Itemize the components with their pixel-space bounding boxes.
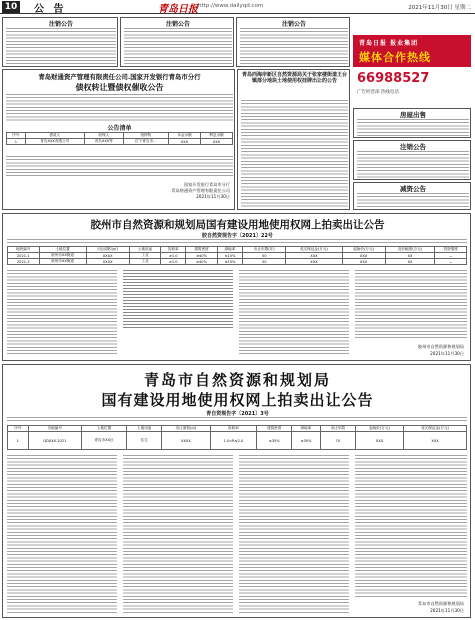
media-cooperation-ad[interactable] [353,35,471,105]
table-header: 容积率 [161,247,186,253]
notice-title: 注销公告 [165,21,190,28]
house-sale-notice [353,108,471,138]
notice-title: 注销公告 [281,21,306,28]
auction1-col-1 [7,270,117,356]
ad-note: 广告经营部 热线电话 [357,90,399,95]
table-header: 抵押物 [123,133,168,139]
ad-phone-panel [353,67,471,105]
claims-list-title: 公告清单 [107,125,132,132]
table-cell: XXX [342,253,385,259]
table-header: 竞买保证金(万元) [404,426,467,432]
ad-line-1: 青岛日报 报业集团 [359,40,419,47]
auction2-intro [7,417,467,423]
table-header: 容积率 [210,426,257,432]
page-number: 10 [2,1,20,13]
claims-notice [2,69,235,210]
land-sale-title: 青岛西海岸新区自然资源局关于张家楼街道王台镇部分地块土地使用权挂牌出让的公告 [241,72,347,85]
issue-date: 2021年11月30日 星期二 [408,5,471,11]
table-header: 借款人 [25,133,84,139]
table-cell: 胶州市XX街道 [39,259,86,265]
table-cell: XXXX [162,432,210,450]
table-cell: ≥40% [186,259,218,265]
table-cell: ≤15% [217,259,242,265]
table-cell: 2021-2 [8,259,40,265]
table-cell: QDXXX-2021 [28,432,81,450]
notice-title: 注销公告 [48,21,73,28]
auction2-col-3 [239,455,349,613]
auction1-table [7,246,467,265]
table-cell: ≥1.0 [161,259,186,265]
table-header: 利息余额 [200,133,232,139]
table-cell: 50 [243,259,286,265]
table-cell: XXXX [86,259,129,265]
table-header: 土地用途 [129,247,161,253]
table-header: 起始价(万元) [355,426,403,432]
table-header: 绿地率 [292,426,320,432]
table-header: 地块编号 [8,247,40,253]
table-header: 土地用途 [127,426,162,432]
site-url[interactable]: http://www.dailyqd.com [198,3,264,9]
table-header: 土地位置 [39,247,86,253]
table-cell: 住宅 [127,432,162,450]
notice-box-2 [120,17,234,67]
page-header [0,0,475,14]
table-header: 序号 [7,133,26,139]
table-cell: 50 [243,253,286,259]
auction1-subtitle: 胶自然资规告字〔2021〕22号 [202,233,273,239]
table-cell: 1 [7,139,26,145]
table-cell: XX [385,259,435,265]
table-cell: 胶州市XX街道 [39,253,86,259]
table-cell: ≥1.0 [161,253,186,259]
claims-signature-1: 国家开发银行青岛市分行 [183,182,230,187]
table-cell: ≥30% [292,432,320,450]
auction2-table [7,425,467,450]
table-cell: 70 [320,432,355,450]
table-cell: XXX [355,432,403,450]
table-header: 本金余额 [168,133,200,139]
table-cell: XXX [286,253,342,259]
table-cell: XXX [404,432,467,450]
auction-notice-jiaozhou [2,213,471,361]
capital-reduction-notice [353,182,471,210]
reduce-title: 减资公告 [400,185,426,193]
table-header: 出让年限(年) [243,247,286,253]
table-cell: XXXX [86,253,129,259]
table-header: 竞买保证金(万元) [286,247,342,253]
table-row [8,259,467,265]
reduce-body [357,193,469,209]
table-cell: 青岛市XX区 [81,432,126,450]
table-cell: ≤15% [217,253,242,259]
notice-body [6,28,116,66]
table-header: 投资强度 [435,247,467,253]
notice-body [124,28,232,66]
auction2-col-1 [7,455,117,613]
table-header: 起始价(万元) [342,247,385,253]
claims-table [6,132,233,145]
auction1-title: 胶州市自然资源和规划局国有建设用地使用权网上拍卖出让公告 [90,219,385,231]
table-cell: XXX [200,139,232,145]
claims-title-line2: 债权转让暨债权催收公告 [75,83,164,92]
house-sale-body [357,119,469,137]
cancel-title: 注销公告 [400,143,426,151]
table-header: 出让年限 [320,426,355,432]
ad-line-2: 媒体合作热线 [359,51,431,64]
house-sale-title: 房屋出售 [400,111,426,119]
notice-box-1 [2,17,118,67]
auction1-col-3 [239,270,349,356]
land-sale-body [241,100,348,208]
table-cell: 工业 [129,253,161,259]
table-cell: ≥40% [186,253,218,259]
table-cell: XXX [342,259,385,265]
auction1-col-2 [123,270,233,330]
claims-title-line1: 青岛财通资产管理有限责任公司.国家开发银行青岛市分行 [38,73,201,81]
claims-body [6,94,233,122]
table-cell: 1 [8,432,29,450]
auction1-col-4 [355,270,467,340]
table-header: 宗地编号 [28,426,81,432]
claims-signature-date: 2021年11月30日 [196,194,230,199]
table-header: 竞价幅度(万元) [385,247,435,253]
table-row [7,139,233,145]
table-header: 建筑密度 [257,426,292,432]
auction2-subtitle: 青自资规告字〔2021〕3号 [206,411,269,417]
table-cell: XXX [168,139,200,145]
auction1-intro [7,239,467,244]
table-cell: — [435,259,467,265]
auction2-signature: 青岛市自然资源和规划局 [417,601,464,606]
ad-phone[interactable]: 66988527 [357,71,430,86]
table-header: 担保人 [84,133,123,139]
auction2-col-4 [355,455,467,597]
table-cell: XX [385,253,435,259]
table-header: 出让面积(㎡) [86,247,129,253]
claims-signature-2: 青岛财通资产管理有限责任公司 [171,188,230,193]
table-header: 绿地率 [217,247,242,253]
auction2-col-2 [123,455,233,613]
auction2-date: 2021年11月30日 [430,608,464,613]
auction-notice-qingdao [2,364,471,618]
table-header: 土地位置 [81,426,126,432]
auction1-signature: 胶州市自然资源和规划局 [417,344,464,349]
table-header: 序号 [8,426,29,432]
table-cell: 青岛XXX等 [84,139,123,145]
table-cell: 1.0<R≤2.0 [210,432,257,450]
newspaper-logo: 青岛日报 [158,4,198,15]
land-sale-notice [237,69,350,210]
table-cell: 青岛XXX有限公司 [25,139,84,145]
table-header: 建筑密度 [186,247,218,253]
table-cell: 工业 [129,259,161,265]
notice-body [240,28,348,66]
claims-footnote [6,156,233,178]
table-cell: ≤35% [257,432,292,450]
section-title: 公 告 [34,4,67,15]
table-cell: 2021-1 [8,253,40,259]
auction2-title-line1: 青岛市自然资源和规划局 [143,371,331,389]
table-cell: — [435,253,467,259]
table-row [8,432,467,450]
table-cell: XXX [286,259,342,265]
cancel-notice [353,140,471,180]
auction2-title-line2: 国有建设用地使用权网上拍卖出让公告 [101,391,374,409]
cancel-body [357,151,469,179]
table-header: 出让面积(㎡) [162,426,210,432]
auction1-date: 2021年11月30日 [430,351,464,356]
table-cell: 位于青岛市... [123,139,168,145]
notice-box-3 [236,17,350,67]
